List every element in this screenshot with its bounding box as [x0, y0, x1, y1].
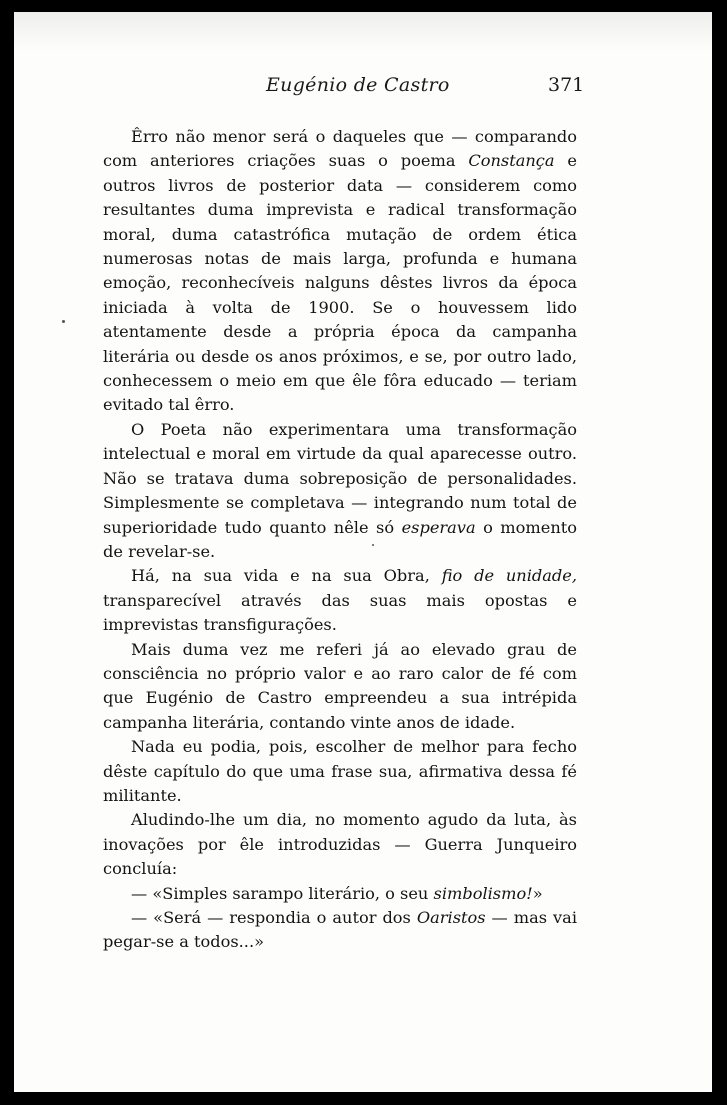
paragraph: [103, 735, 577, 808]
paragraph: [103, 418, 577, 564]
scan-speck: [372, 544, 374, 546]
text-run: — mas vai pegar-se a todos...»: [103, 908, 578, 952]
paragraph: [103, 808, 577, 881]
body-text: [103, 125, 577, 955]
italic-text: esperava: [401, 517, 476, 537]
text-run: e outros livros de posterior data — considerem como resultantes duma imprevista e radical transformação moral, duma catastrófica mutação de ordem ética numerosas notas de mais larga, profunda e humana emoção, reconhecíveis nalguns dêstes livros da época iniciada à volta de 1900. Se o houvessem lido atentamente desde a própria época da campanha literária ou desde os anos próximos, e se, por outro lado, conhecessem o meio em que êle fôra educado — teriam evitado tal êrro.: [103, 151, 577, 415]
paragraph: [103, 882, 577, 906]
italic-text: Oaristos: [416, 908, 486, 927]
text-run: — «Simples sarampo literário, o seu: [131, 883, 434, 903]
paragraph: [103, 564, 577, 637]
paragraph: [103, 906, 577, 955]
page-number: 371: [548, 74, 585, 96]
italic-text: simbolismo!: [433, 883, 533, 903]
paragraph: [103, 638, 577, 736]
text-run: Êrro não menor será o daqueles que — comparando com anteriores criações suas o poema: [103, 127, 577, 171]
paragraph: [103, 125, 577, 418]
text-run: o momento de revelar-se.: [103, 517, 577, 561]
book-page: [14, 12, 712, 1092]
text-run: transparecível através das suas mais opostas e imprevistas transfigurações.: [103, 590, 577, 635]
running-title: Eugénio de Castro: [266, 74, 450, 96]
text-run: Nada eu podia, pois, escolher de melhor para fecho dêste capítulo do que uma frase sua, afirmativa dessa fé militante.: [103, 737, 577, 805]
page-header: [14, 74, 712, 104]
text-run: Aludindo-lhe um dia, no momento agudo da luta, às inovações por êle introduzidas — Guerra Junqueiro concluía:: [103, 810, 577, 879]
italic-text: fio de unidade,: [441, 566, 577, 586]
text-run: O Poeta não experimentara uma transformação intelectual e moral em virtude da qual aparecesse outro. Não se tratava duma sobreposição de personalidades. Simplesmente se completava — integrando num total de superioridade tudo quanto nêle só: [103, 419, 577, 537]
italic-text: Constança: [468, 151, 555, 171]
text-run: — «Será — respondia o autor dos: [131, 908, 417, 927]
text-run: Há, na sua vida e na sua Obra,: [131, 566, 442, 586]
scan-speck: [62, 320, 65, 323]
text-run: »: [532, 883, 543, 903]
text-run: Mais duma vez me referi já ao elevado grau de consciência no próprio valor e ao raro calor de fé com que Eugénio de Castro empreendeu a sua intrépida campanha literária, contando vinte anos de idade.: [103, 639, 577, 732]
